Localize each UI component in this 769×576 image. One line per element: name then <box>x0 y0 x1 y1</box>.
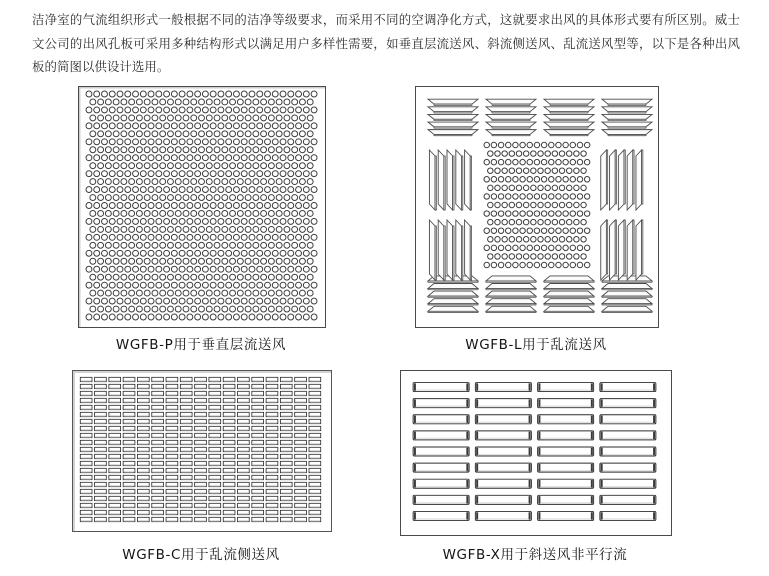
slot-grid-holes <box>73 371 328 528</box>
perforated-plate-frame <box>78 86 326 328</box>
caption-wgfb-p: WGFB-P用于垂直层流送风 <box>115 337 287 353</box>
bar-slot-grid-holes <box>401 371 668 532</box>
figure-wgfb-c <box>72 370 330 530</box>
louver-plate-frame <box>415 86 659 328</box>
figure-wgfb-p <box>78 86 324 326</box>
intro-text-block <box>32 8 740 79</box>
figure-wgfb-l <box>415 86 657 326</box>
caption-wgfb-x: WGFB-X用于斜送风非平行流 <box>442 547 628 563</box>
bar-slot-grid-frame <box>400 370 672 536</box>
figure-wgfb-x <box>400 370 670 534</box>
louver-plate-drawing <box>416 87 655 324</box>
caption-wgfb-c: WGFB-C用于乱流侧送风 <box>122 547 280 563</box>
perforated-plate-holes <box>79 87 322 324</box>
intro-paragraph: 洁净室的气流组织形式一般根据不同的洁净等级要求，而采用不同的空调净化方式，这就要求出风的具体形式要有所区别。威士文公司的出风孔板可采用多种结构形式以满足用户多样性需要，如垂直层流送风、斜流侧送风、乱流送风型等，以下是各种出风板的简图以供设计选用。 <box>32 12 740 74</box>
caption-wgfb-l: WGFB-L用于乱流送风 <box>465 337 607 353</box>
slot-grid-frame <box>72 370 332 532</box>
